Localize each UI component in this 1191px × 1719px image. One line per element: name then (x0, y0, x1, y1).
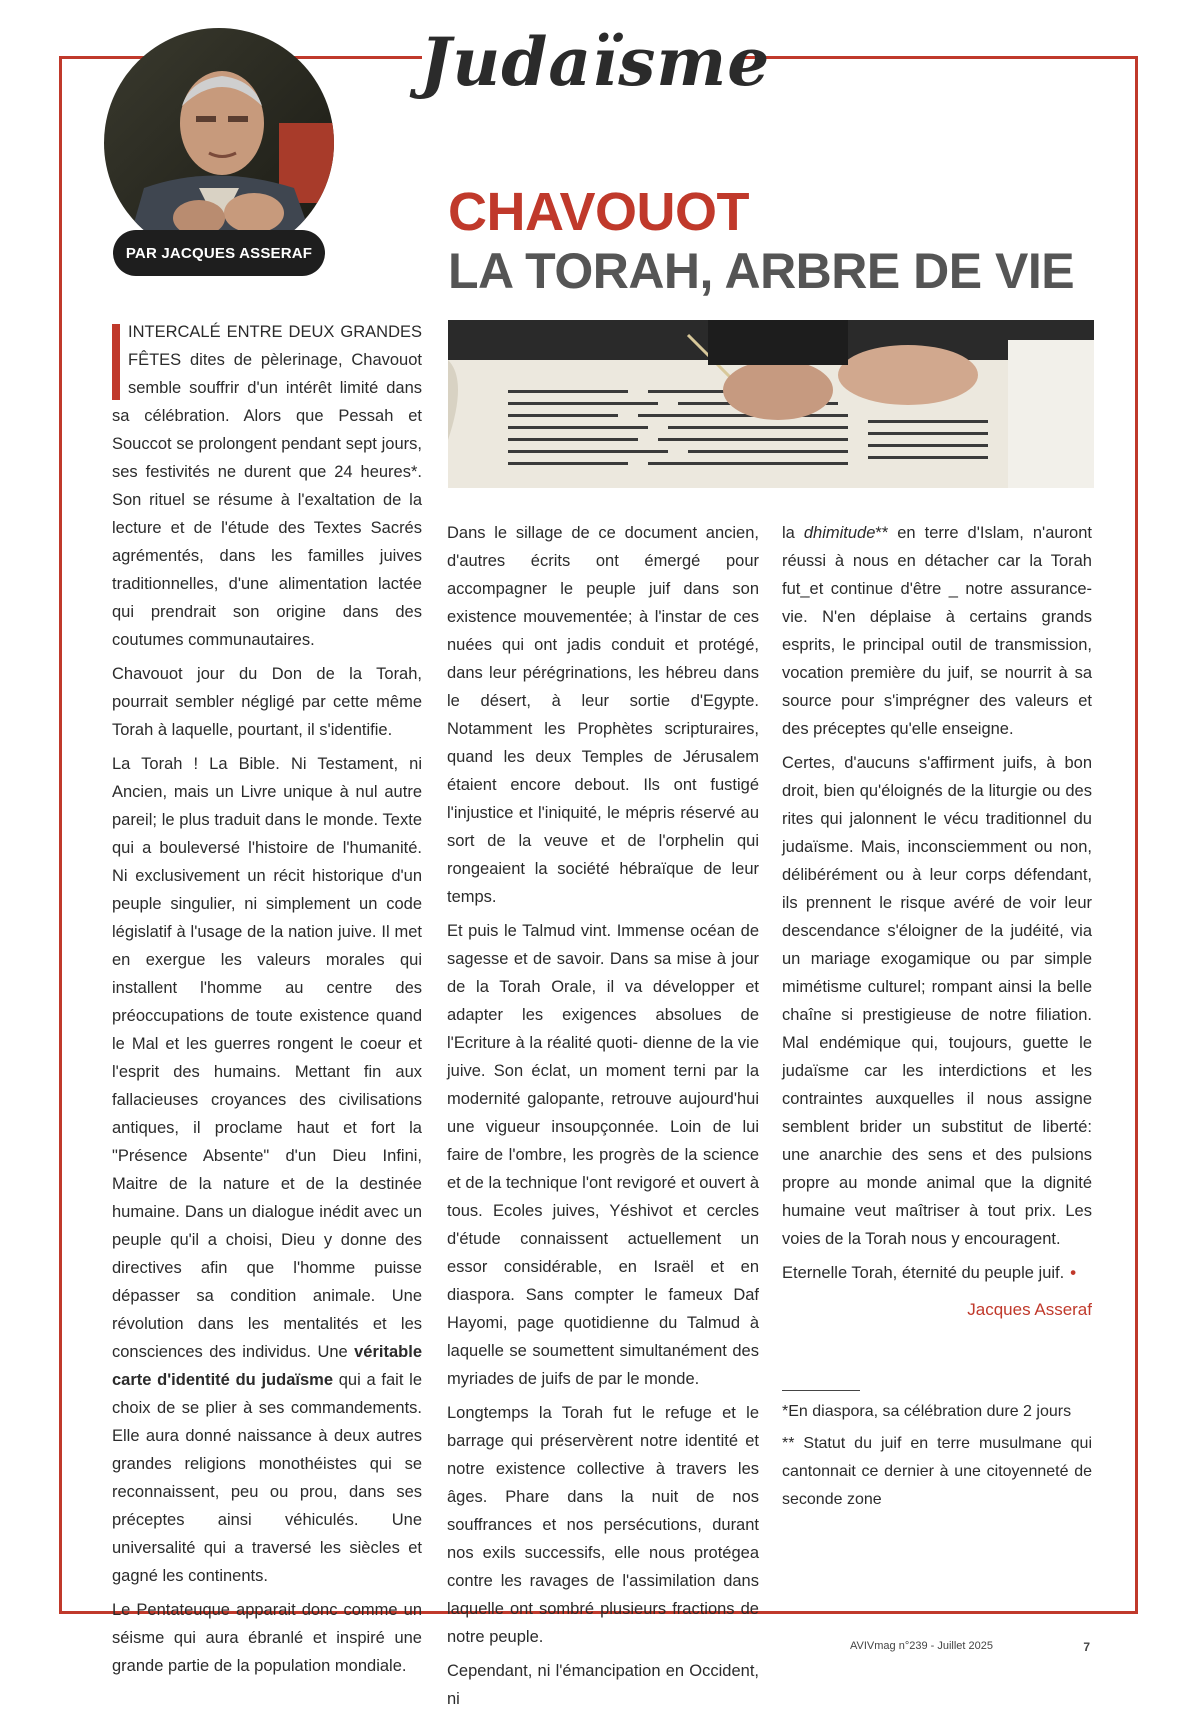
paragraph (112, 750, 422, 1590)
headline-title: CHAVOUOT (448, 182, 749, 242)
paragraph-text: ** en terre d'Islam, n'auront réussi à nous en détacher car la Torah fut_et continue d'être _ notre assurance-vie. N'en déplaise à certains grands esprits, le principal outil de transmission, vocation première du juif, se nourrit à sa source pour s'imprégner des valeurs et des préceptes qu'elle enseigne. (782, 524, 1092, 738)
article-signature: Jacques Asseraf (967, 1300, 1092, 1319)
article-column-3 (782, 519, 1092, 1293)
article-column-2 (447, 519, 759, 1719)
paragraph: Et puis le Talmud vint. Immense océan de sagesse et de savoir. Dans sa mise à jour de la Torah Orale, il va développer et adapter les exigences absolues de l'Ecriture à la réalité quoti- dienne de la vie juive. Son éclat, un moment terni par la modernité galopante, retrouve aujourd'hui une vigueur insoupçonnée. Loin de lui faire de l'ombre, les progrès de la science et de la technique l'ont revigoré et ouvert à tous. Ecoles juives, Yéshivot et cercles d'étude connaissent actuellement un essor considérable, en Israël et en diaspora. Sans compter le fameux Daf Hayomi, page quotidienne du Talmud à laquelle se soumettent simultanément des myriades de juifs de par le monde. (447, 922, 759, 1388)
footnote: *En diaspora, sa célébration dure 2 jours (782, 1403, 1072, 1420)
paragraph: Cependant, ni l'émancipation en Occident, ni (447, 1662, 759, 1708)
section-title: Judaïsme (420, 23, 771, 101)
footnote: ** Statut du juif en terre musulmane qui cantonnait ce dernier à une citoyenneté de seconde zone (782, 1435, 1092, 1508)
paragraph-text: NTERCALÉ ENTRE DEUX GRANDES FÊTES dites de pèlerinage, Chavouot semble souffrir d'un intérêt limité dans sa célébration. Alors que Pessah et Souccot se prolongent pendant sept jours, ses festivités ne durent que 24 heures*. Son rituel se résume à l'exaltation de la lecture et de l'étude des Textes Sacrés agrémentés, dans les familles juives traditionnelles, d'une alimentation lactée qui prendrait son origine dans des coutumes communautaires. (112, 323, 422, 649)
emphasis-text: véritable carte d'identité du judaïsme (112, 1343, 422, 1389)
page-number: 7 (1083, 1640, 1090, 1654)
paragraph-text: qui a fait le choix de se plier à ses commandements. Elle aura donné naissance à deux autres grandes religions monothéistes qui se reconnaissent, peu ou prou, dans ses préceptes ainsi véhiculés. Une universalité qui a traversé les siècles et gagné les continents. (112, 1371, 422, 1585)
end-mark-icon: • (1070, 1264, 1076, 1282)
author-portrait (104, 28, 334, 258)
paragraph: Dans le sillage de ce document ancien, d'autres écrits ont émergé pour accompagner le peuple juif dans son existence mouvementée; à l'instar de ces nuées qui ont jadis conduit et protégé, dans leur pérégrinations, les hébreu dans le désert, à leur sortie d'Egypte. Notamment les Prophètes scripturaires, quand les deux Temples de Jérusalem étaient encore debout. Ils ont fustigé l'injustice et l'iniquité, le mépris réservé au sort de la veuve et de l'orphelin qui rongeaient la société hébraïque de leur temps. (447, 524, 759, 906)
page-footer (850, 1640, 1090, 1654)
issue-info: AVIVmag n°239 - Juillet 2025 (850, 1640, 993, 1652)
torah-scroll-photo (448, 320, 1094, 488)
paragraph-text: La Torah ! La Bible. Ni Testament, ni Ancien, mais un Livre unique à nul autre pareil; le plus traduit dans le monde. Texte qui a bouleversé l'histoire de l'humanité. Ni exclusivement un récit historique d'un peuple singulier, ni simplement un code législatif à l'usage de la nation juive. Il met en exergue les valeurs morales qui installent l'homme au centre des préoccupations de toute existence quand le Mal et les guerres rongent le coeur et l'esprit des humains. Mettant fin aux fallacieuses croyances des civilisations antiques, il proclame haut et fort la "Présence Absente" d'un Dieu Infini, Maitre de la nature et de la destinée humaine. Dans un dialogue inédit avec un peuple qu'il a choisi, Dieu y donne des directives afin que l'homme puisse dépasser sa condition animale. Une révolution dans les mentalités et les consciences des individus. Une (112, 755, 422, 1361)
author-byline: PAR JACQUES ASSERAF (113, 230, 325, 276)
paragraph-text: Eternelle Torah, éternité du peuple juif. (782, 1264, 1065, 1282)
article-column-1 (112, 318, 422, 1686)
paragraph: Certes, d'aucuns s'affirment juifs, à bon droit, bien qu'éloignés de la liturgie ou des rites qui jalonnent le vécu traditionnel du judaïsme. Mais, inconsciemment ou non, délibérément ou à leur corps défendant, ils prennent le risque avéré de voir leur descendance s'éloigner de la judéité, via un mariage exogamique ou par simple mimétisme culturel; rompant ainsi la belle chaîne si prestigieuse de notre filiation. Mal endémique qui, toujours, guette le judaïsme car les interdictions et les contraintes auxquelles il nous assigne semblent brider un substitut de liberté: une anarchie des sens et des pulsions propre au monde animal que la dignité humaine veut maîtriser à tout prix. Les voies de la Torah nous y encouragent. (782, 754, 1092, 1248)
footnotes (782, 1398, 1092, 1518)
footnote-divider (782, 1390, 860, 1391)
intro-paragraph (112, 318, 422, 654)
dropcap-initial: I (128, 323, 133, 341)
italic-term: dhimitude (803, 524, 876, 542)
paragraph: Le Pentateuque apparait donc comme un séisme qui aura ébranlé et inspiré une grande partie de la population mondiale. (112, 1601, 422, 1675)
paragraph (782, 519, 1092, 743)
headline-subtitle: LA TORAH, ARBRE DE VIE (448, 243, 1075, 299)
headline (448, 182, 1088, 300)
paragraph: Chavouot jour du Don de la Torah, pourrait sembler négligé par cette même Torah à laquelle, pourtant, il s'identifie. (112, 665, 422, 739)
paragraph: Longtemps la Torah fut le refuge et le barrage qui préservèrent notre identité et notre existence collective à travers les âges. Phare dans la nuit de nos souffrances et nos persécutions, durant nos exils successifs, elle nous protégea contre les ravages de l'assimilation dans laquelle ont sombré plusieurs fractions de notre peuple. (447, 1404, 759, 1646)
paragraph-text: la (782, 524, 804, 542)
dropcap-bar (112, 324, 120, 400)
paragraph (782, 1259, 1092, 1287)
